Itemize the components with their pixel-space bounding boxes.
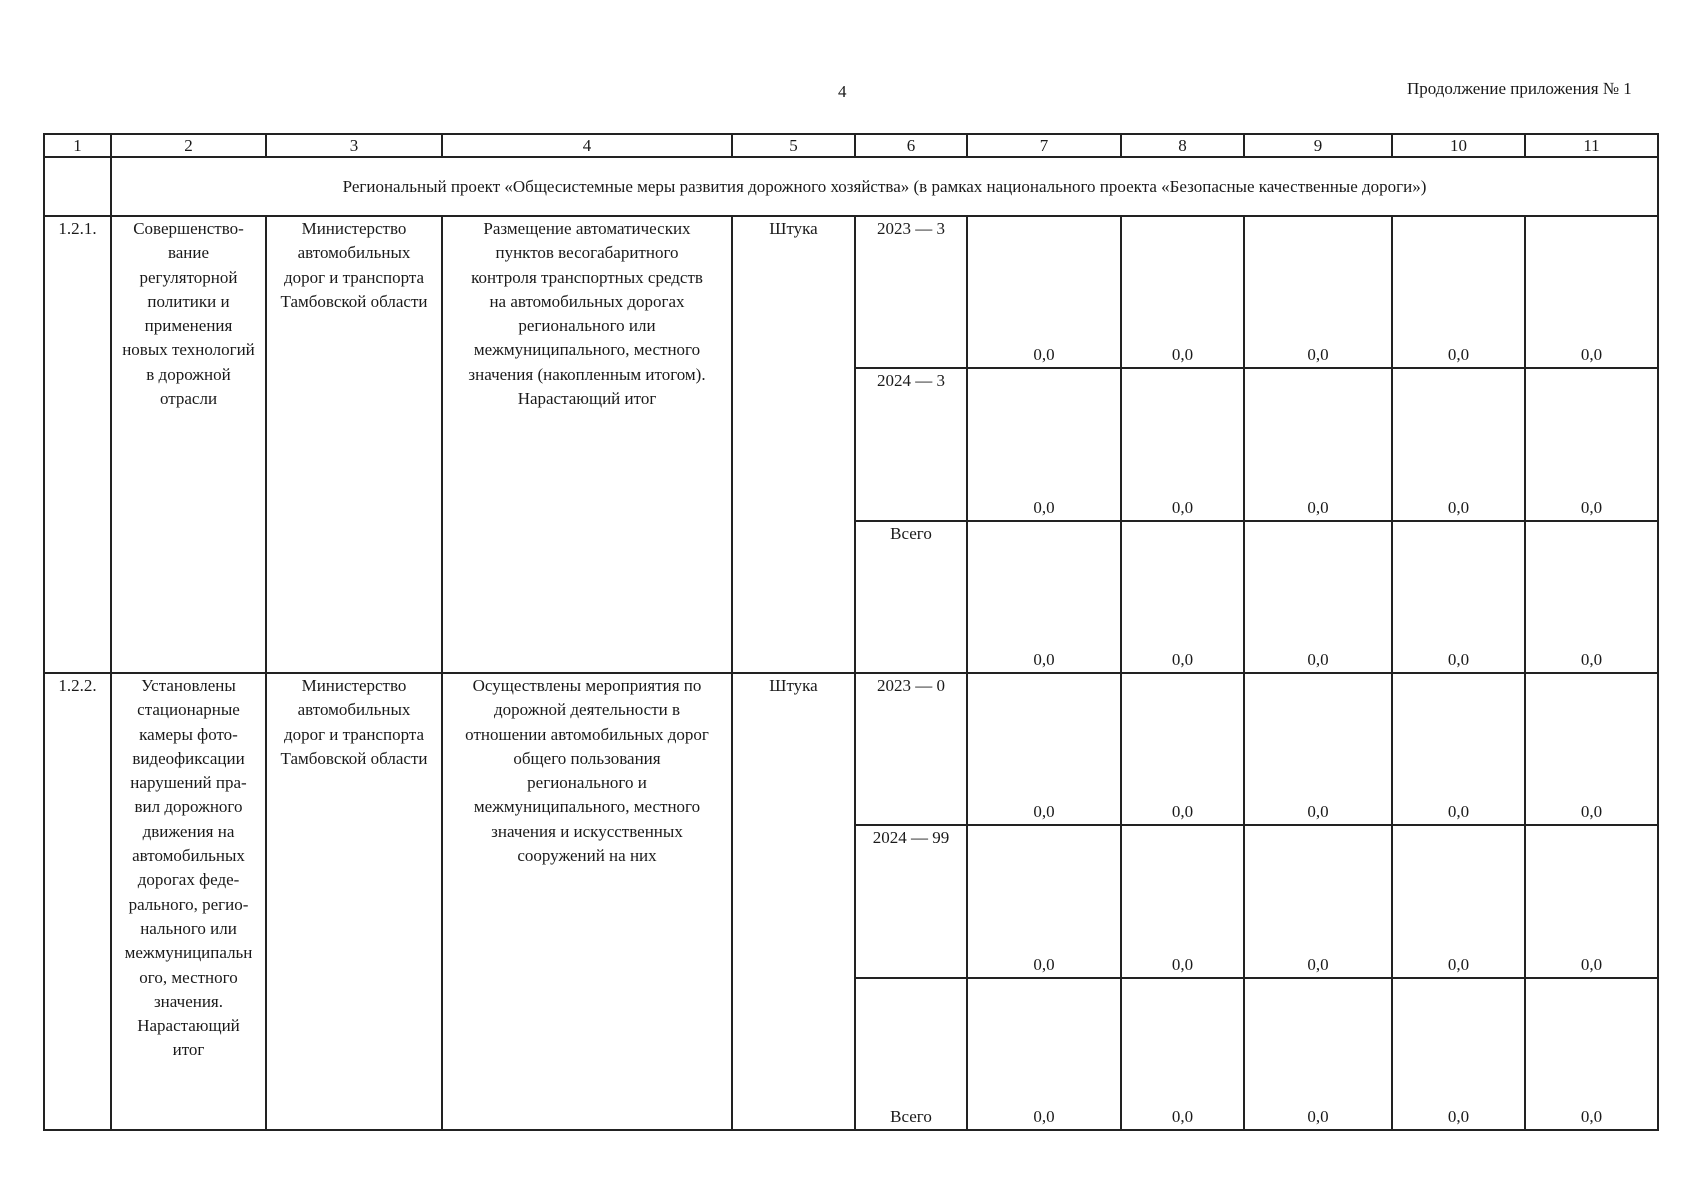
table-row xyxy=(44,673,1658,825)
period-label: Всего xyxy=(855,521,967,673)
value-cell: 0,0 xyxy=(1392,978,1525,1130)
appendix-continuation-note: Продолжение приложения № 1 xyxy=(1407,79,1632,98)
value-cell: 0,0 xyxy=(1244,368,1392,521)
column-number: 9 xyxy=(1244,134,1392,157)
period-label: 2024 — 99 xyxy=(855,825,967,978)
unit-of-measure: Штука xyxy=(732,216,855,673)
value-cell: 0,0 xyxy=(1244,825,1392,978)
executor: Министерство автомобильных дорог и транспорта Тамбовской области xyxy=(266,673,442,1130)
unit-of-measure: Штука xyxy=(732,673,855,1130)
value-cell: 0,0 xyxy=(1392,368,1525,521)
value-cell: 0,0 xyxy=(1525,521,1658,673)
column-number: 5 xyxy=(732,134,855,157)
period-label: 2023 — 3 xyxy=(855,216,967,368)
indicator-description: Размещение автоматических пунктов весогабаритного контроля транспортных средств на автомобильных дорогах регионального или межмуниципального, местного значения (накопленным итогом). Нарастающий итог xyxy=(442,216,732,673)
value-cell: 0,0 xyxy=(1392,825,1525,978)
result-name: Установлены стационарные камеры фото- видеофиксации нарушений пра- вил дорожного движения на автомобильных дорогах феде- рального, регио- нального или межмуниципальн ого, местного значения. Нарастающий итог xyxy=(111,673,266,1130)
value-cell: 0,0 xyxy=(967,216,1121,368)
table-row xyxy=(44,216,1658,368)
value-cell: 0,0 xyxy=(967,368,1121,521)
period-label: 2024 — 3 xyxy=(855,368,967,521)
value-cell: 0,0 xyxy=(1121,978,1244,1130)
value-cell: 0,0 xyxy=(1525,216,1658,368)
column-number: 7 xyxy=(967,134,1121,157)
row-number: 1.2.2. xyxy=(44,673,111,1130)
value-cell: 0,0 xyxy=(1392,673,1525,825)
value-cell: 0,0 xyxy=(1244,216,1392,368)
column-number: 8 xyxy=(1121,134,1244,157)
column-number: 2 xyxy=(111,134,266,157)
value-cell: 0,0 xyxy=(1121,216,1244,368)
column-number: 6 xyxy=(855,134,967,157)
page-number: 4 xyxy=(838,82,847,101)
column-number-row xyxy=(44,134,1658,157)
row-number: 1.2.1. xyxy=(44,216,111,673)
value-cell: 0,0 xyxy=(1244,978,1392,1130)
indicators-table xyxy=(43,133,1659,1131)
value-cell: 0,0 xyxy=(1525,368,1658,521)
column-number: 3 xyxy=(266,134,442,157)
column-number: 10 xyxy=(1392,134,1525,157)
value-cell: 0,0 xyxy=(1121,673,1244,825)
value-cell: 0,0 xyxy=(1525,825,1658,978)
executor: Министерство автомобильных дорог и транспорта Тамбовской области xyxy=(266,216,442,673)
period-label: Всего xyxy=(855,978,967,1130)
regional-project-title: Региональный проект «Общесистемные меры развития дорожного хозяйства» (в рамках национального проекта «Безопасные качественные дороги») xyxy=(111,157,1658,216)
value-cell: 0,0 xyxy=(967,978,1121,1130)
value-cell: 0,0 xyxy=(967,673,1121,825)
column-number: 1 xyxy=(44,134,111,157)
value-cell: 0,0 xyxy=(1121,368,1244,521)
value-cell: 0,0 xyxy=(1121,521,1244,673)
result-name: Совершенство- вание регуляторной политики и применения новых технологий в дорожной отрасли xyxy=(111,216,266,673)
value-cell: 0,0 xyxy=(1525,673,1658,825)
value-cell: 0,0 xyxy=(1525,978,1658,1130)
value-cell: 0,0 xyxy=(1392,521,1525,673)
column-number: 11 xyxy=(1525,134,1658,157)
value-cell: 0,0 xyxy=(1244,521,1392,673)
section-spacer-cell xyxy=(44,157,111,216)
value-cell: 0,0 xyxy=(1392,216,1525,368)
period-label: 2023 — 0 xyxy=(855,673,967,825)
section-row xyxy=(44,157,1658,216)
indicator-description: Осуществлены мероприятия по дорожной деятельности в отношении автомобильных дорог общего пользования регионального и межмуниципального, местного значения и искусственных сооружений на них xyxy=(442,673,732,1130)
column-number: 4 xyxy=(442,134,732,157)
value-cell: 0,0 xyxy=(1244,673,1392,825)
value-cell: 0,0 xyxy=(1121,825,1244,978)
value-cell: 0,0 xyxy=(967,521,1121,673)
value-cell: 0,0 xyxy=(967,825,1121,978)
